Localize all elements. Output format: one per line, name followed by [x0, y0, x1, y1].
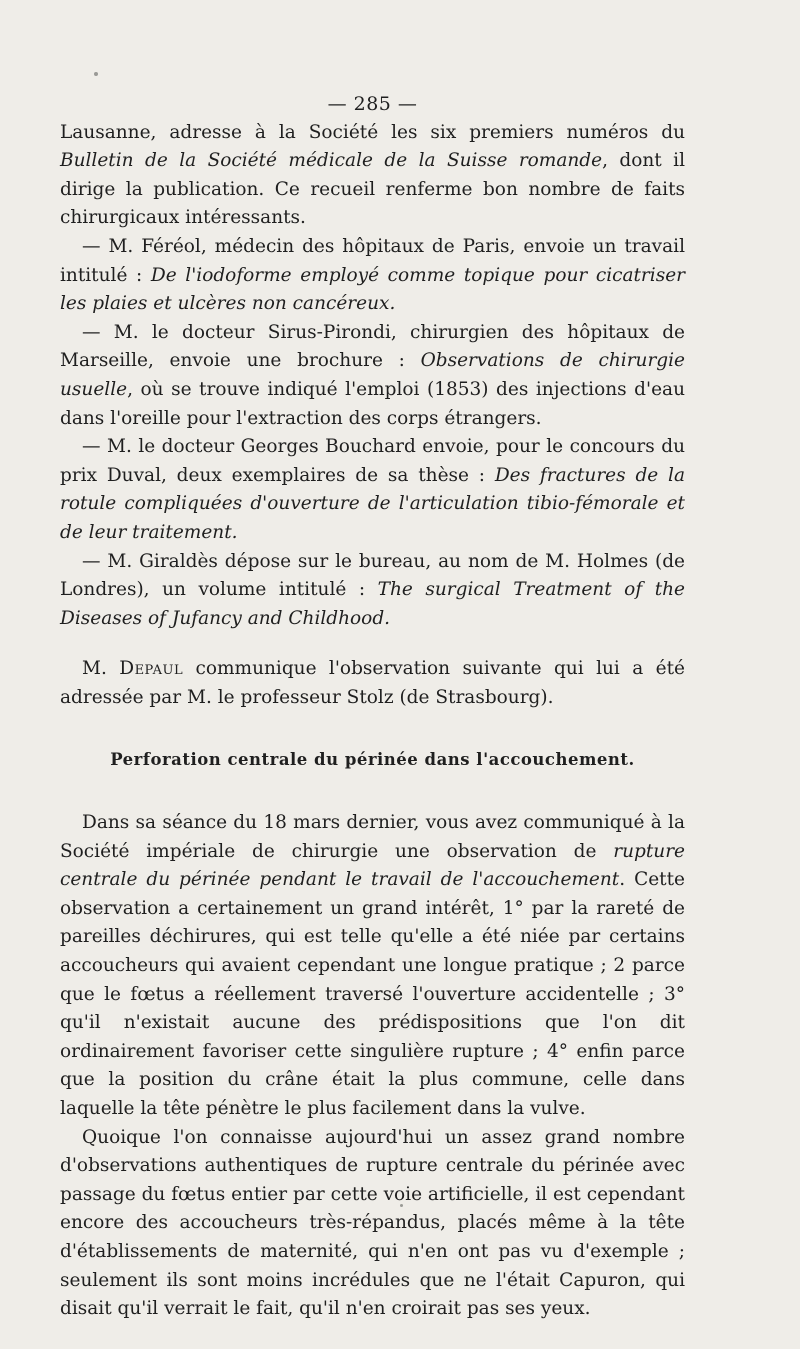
section-heading: Perforation centrale du périnée dans l'accouchement.: [110, 750, 635, 770]
italic-title: De l'iodoforme employé comme topique pour cicatriser les plaies et ulcères non cancéreux.: [60, 264, 685, 315]
page-number: — 285 —: [327, 93, 418, 115]
italic-title: The surgical Treatment of the Diseases of Jufancy and Childhood.: [60, 579, 686, 629]
paragraph-sirus-pirondi: [60, 319, 685, 433]
spacer: [60, 633, 685, 655]
page-body: [60, 90, 685, 1324]
text-run: — M. le docteur Georges Bouchard envoie, pour le concours du prix Duval, deux exemplaires de sa thèse :: [60, 436, 685, 486]
paragraph-lausanne: [60, 119, 685, 233]
ink-speck-top: [94, 72, 98, 76]
italic-title: Des fractures de la rotule compliquées d'ouverture de l'articulation tibio-fémorale et de leur traitement.: [60, 464, 685, 543]
italic-phrase: rupture centrale du périnée pendant le travail de l'accouchement: [60, 840, 685, 891]
text-run: , dont il dirige la publication. Ce recueil renferme bon nombre de faits chirurgicaux intéressants.: [60, 150, 685, 229]
text-run: communique l'observation suivante qui lui a été adressée par M. le professeur Stolz (de Strasbourg).: [60, 658, 685, 708]
italic-title: Observations de chirurgie usuelle: [60, 350, 686, 400]
small-caps-name: Depaul: [119, 658, 184, 680]
italic-title: Bulletin de la Société médicale de la Suisse romande: [60, 150, 603, 172]
text-run: — M. Féréol, médecin des hôpitaux de Paris, envoie un travail intitulé :: [60, 235, 685, 286]
spacer: [60, 712, 685, 746]
text-run: — M. Giraldès dépose sur le bureau, au nom de M. Holmes (de Londres), un volume intitulé :: [60, 550, 685, 601]
text-run: M.: [82, 658, 120, 680]
text-run: , où se trouve indiqué l'emploi (1853) des injections d'eau dans l'oreille pour l'extraction des corps étrangers.: [60, 378, 685, 429]
paragraph-giraldes: [60, 548, 685, 634]
text-run: — M. le docteur Sirus-Pirondi, chirurgien des hôpitaux de Marseille, envoie une brochure :: [60, 321, 685, 372]
paragraph-quoique: Quoique l'on connaisse aujourd'hui un assez grand nombre d'observations authentiques de rupture centrale du périnée avec passage du fœtus entier par cette voie artificielle, il est cependant encore des accoucheurs très-répandus, placés même à la tête d'établissements de maternité, qui n'en ont pas vu d'exemple ; seulement ils sont moins incrédules que ne l'était Capuron, qui disait qu'il verrait le fait, qu'il n'en croirait pas ses yeux.: [60, 1126, 685, 1320]
text-run: Dans sa séance du 18 mars dernier, vous avez communiqué à la Société impériale de chirurgie une observation de: [60, 812, 685, 862]
paragraph-fereol: [60, 233, 685, 319]
paragraph-depaul: [60, 655, 685, 712]
spacer: [60, 775, 685, 809]
paragraph-bouchard: [60, 433, 685, 547]
text-run: . Cette observation a certainement un grand intérêt, 1° par la rareté de pareilles déchirures, qui est telle qu'elle a été niée par certains accoucheurs qui avaient cependant une longue pratique ; 2 parce que le fœtus a réellement traversé l'ouverture accidentelle ; 3° qu'il n'existait aucune des prédispositions que l'on dit ordinairement favoriser cette singulière rupture ; 4° enfin parce que la position du crâne était la plus commune, celle dans laquelle la tête pénètre le plus facilement dans la vulve.: [60, 869, 685, 1119]
paragraph-observation: [60, 809, 685, 1124]
text-run: Lausanne, adresse à la Société les six premiers numéros du: [60, 121, 685, 143]
